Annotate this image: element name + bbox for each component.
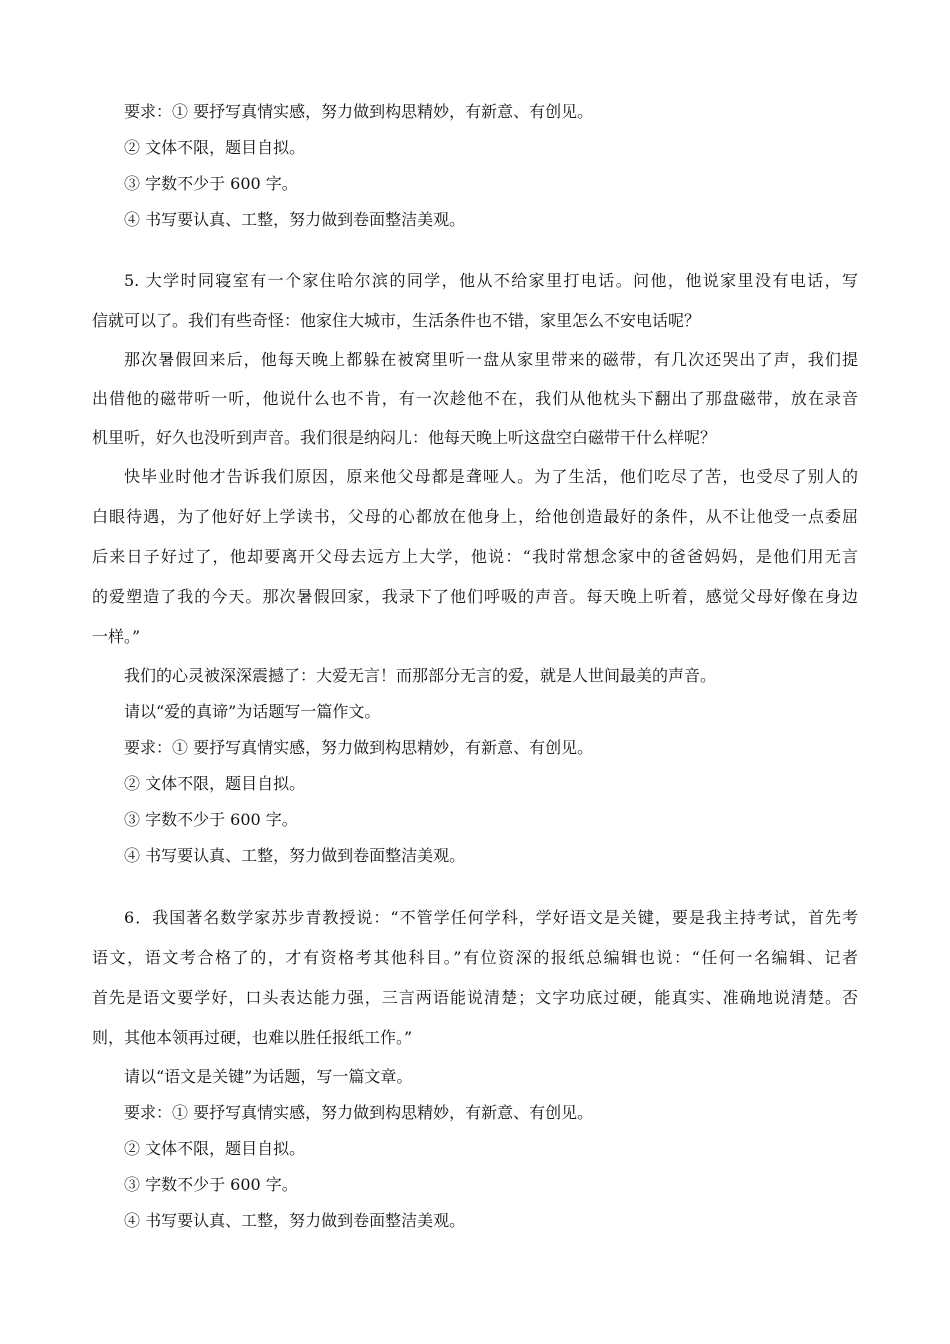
- q6-paragraph-1-line-2: 语文，语文考合格了的，才有资格考其他科目。”有位资深的报纸总编辑也说：“任何一名编辑、记者: [92, 948, 858, 967]
- requirement-4: ④ 书写要认真、工整，努力做到卷面整洁美观。: [124, 210, 466, 229]
- requirement-3: ③ 字数不少于 600 字。: [124, 174, 298, 193]
- q5-paragraph-4: 我们的心灵被深深震撼了：大爱无言！而那部分无言的爱，就是人世间最美的声音。: [124, 666, 717, 685]
- q5-paragraph-3-line-2: 白眼待遇，为了他好好上学读书，父母的心都放在他身上，给他创造最好的条件，从不让他受一点委屈: [92, 507, 858, 526]
- q6-requirement-3: ③ 字数不少于 600 字。: [124, 1175, 298, 1194]
- q5-paragraph-2-line-2: 出借他的磁带听一听，他说什么也不肯，有一次趁他不在，我们从他枕头下翻出了那盘磁带，放在录音: [92, 389, 858, 408]
- q5-paragraph-2-line-1: 那次暑假回来后，他每天晚上都躲在被窝里听一盘从家里带来的磁带，有几次还哭出了声，我们提: [124, 350, 858, 369]
- q6-requirement-1: 要求：① 要抒写真情实感，努力做到构思精妙，有新意、有创见。: [124, 1103, 594, 1122]
- q5-paragraph-3-line-1: 快毕业时他才告诉我们原因，原来他父母都是聋哑人。为了生活，他们吃尽了苦，也受尽了别人的: [124, 467, 858, 486]
- q5-requirement-1: 要求：① 要抒写真情实感，努力做到构思精妙，有新意、有创见。: [124, 738, 594, 757]
- q5-paragraph-2-line-3: 机里听，好久也没听到声音。我们很是纳闷儿：他每天晚上听这盘空白磁带干什么样呢？: [92, 428, 717, 447]
- q6-paragraph-1-line-1: 6．我国著名数学家苏步青教授说：“不管学任何学科，学好语文是关键，要是我主持考试，首先考: [124, 908, 858, 927]
- q5-paragraph-3-line-4: 的爱塑造了我的今天。那次暑假回家，我录下了他们呼吸的声音。每天晚上听着，感觉父母好像在身边: [92, 587, 858, 606]
- q6-topic: 请以“语文是关键”为话题，写一篇文章。: [124, 1067, 413, 1086]
- q6-requirement-2: ② 文体不限，题目自拟。: [124, 1139, 306, 1158]
- q6-paragraph-1-line-3: 首先是语文要学好，口头表达能力强，三言两语能说清楚；文字功底过硬，能真实、准确地说清楚。否: [92, 988, 858, 1007]
- q5-topic: 请以“爱的真谛”为话题写一篇作文。: [124, 702, 381, 721]
- q6-paragraph-1-line-4: 则，其他本领再过硬，也难以胜任报纸工作。”: [92, 1028, 413, 1047]
- q6-requirement-4: ④ 书写要认真、工整，努力做到卷面整洁美观。: [124, 1211, 466, 1230]
- q5-paragraph-3-line-5: 一样。”: [92, 627, 141, 646]
- q5-paragraph-1-line-1: 5. 大学时同寝室有一个家住哈尔滨的同学，他从不给家里打电话。问他，他说家里没有电话，写: [124, 271, 858, 290]
- q5-requirement-4: ④ 书写要认真、工整，努力做到卷面整洁美观。: [124, 846, 466, 865]
- q5-requirement-2: ② 文体不限，题目自拟。: [124, 774, 306, 793]
- q5-paragraph-3-line-3: 后来日子好过了，他却要离开父母去远方上大学，他说：“我时常想念家中的爸爸妈妈，是他们用无言: [92, 547, 858, 566]
- requirement-1: 要求：① 要抒写真情实感，努力做到构思精妙，有新意、有创见。: [124, 102, 594, 121]
- q5-requirement-3: ③ 字数不少于 600 字。: [124, 810, 298, 829]
- requirement-2: ② 文体不限，题目自拟。: [124, 138, 306, 157]
- q5-paragraph-1-line-2: 信就可以了。我们有些奇怪：他家住大城市，生活条件也不错，家里怎么不安电话呢？: [92, 311, 701, 330]
